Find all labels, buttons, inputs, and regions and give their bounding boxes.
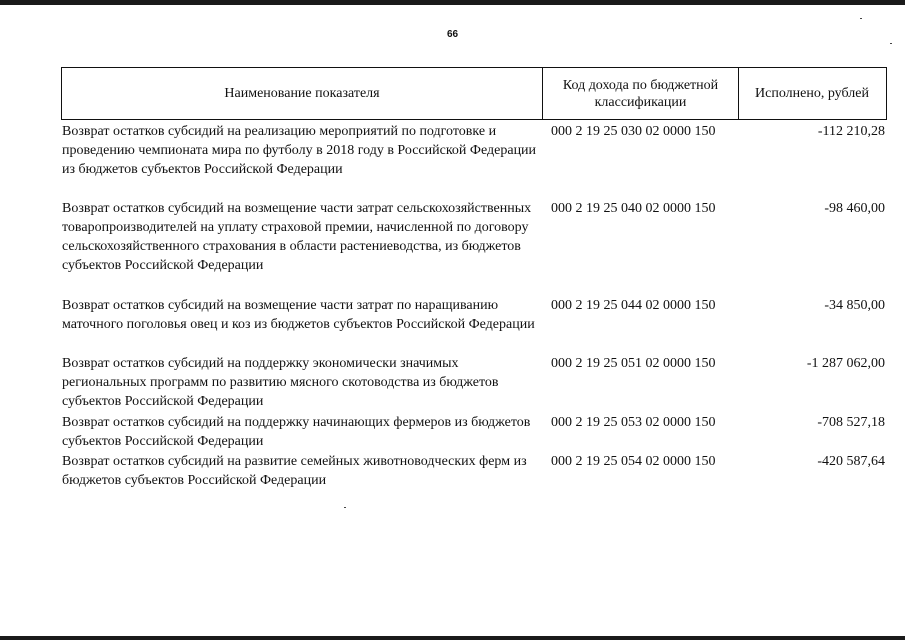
row-amount: -708 527,18 — [817, 415, 885, 430]
row-code: 000 2 19 25 044 02 0000 150 — [551, 298, 716, 313]
row-amount: -34 850,00 — [824, 298, 885, 313]
scan-speck — [890, 43, 892, 44]
row-name: Возврат остатков субсидий на возмещение части затрат по наращиванию маточного поголовья овец и коз из бюджетов субъектов Российской Федерации — [62, 298, 535, 332]
row-name: Возврат остатков субсидий на поддержку начинающих фермеров из бюджетов субъектов Российской Федерации — [62, 415, 531, 449]
row-code: 000 2 19 25 054 02 0000 150 — [551, 454, 716, 469]
header-amount: Исполнено, рублей — [738, 68, 885, 119]
row-name: Возврат остатков субсидий на развитие семейных животноводческих ферм из бюджетов субъектов Российской Федерации — [62, 454, 527, 488]
scan-speck — [344, 507, 346, 508]
header-name: Наименование показателя — [224, 86, 380, 101]
header-code: Код дохода по бюджетной классификации — [542, 68, 738, 119]
row-code: 000 2 19 25 030 02 0000 150 — [551, 124, 716, 139]
scan-speck — [860, 18, 862, 19]
row-amount: -420 587,64 — [817, 454, 885, 469]
bottom-border-rule — [0, 636, 905, 640]
row-amount: -112 210,28 — [817, 124, 885, 139]
top-border-rule — [0, 0, 905, 5]
row-amount: -98 460,00 — [824, 201, 885, 216]
row-code: 000 2 19 25 051 02 0000 150 — [551, 356, 716, 371]
row-name: Возврат остатков субсидий на поддержку экономически значимых региональных программ по развитию мясного скотоводства из бюджетов субъектов Российской Федерации — [62, 356, 499, 409]
row-amount: -1 287 062,00 — [806, 356, 885, 371]
row-code: 000 2 19 25 053 02 0000 150 — [551, 415, 716, 430]
row-name: Возврат остатков субсидий на реализацию мероприятий по подготовке и проведению чемпионата мира по футболу в 2018 году в Российской Федерации из бюджетов субъектов Российской Федерации — [62, 124, 537, 177]
table-header — [61, 67, 887, 120]
row-name: Возврат остатков субсидий на возмещение части затрат сельскохозяйственных товаропроизводителей на уплату страховой премии, начисленной по договору сельскохозяйственного страхования в области растениеводства, из бюджетов субъектов Российской Федерации — [62, 201, 532, 273]
row-code: 000 2 19 25 040 02 0000 150 — [551, 201, 716, 216]
page-number: 66 — [446, 29, 459, 40]
